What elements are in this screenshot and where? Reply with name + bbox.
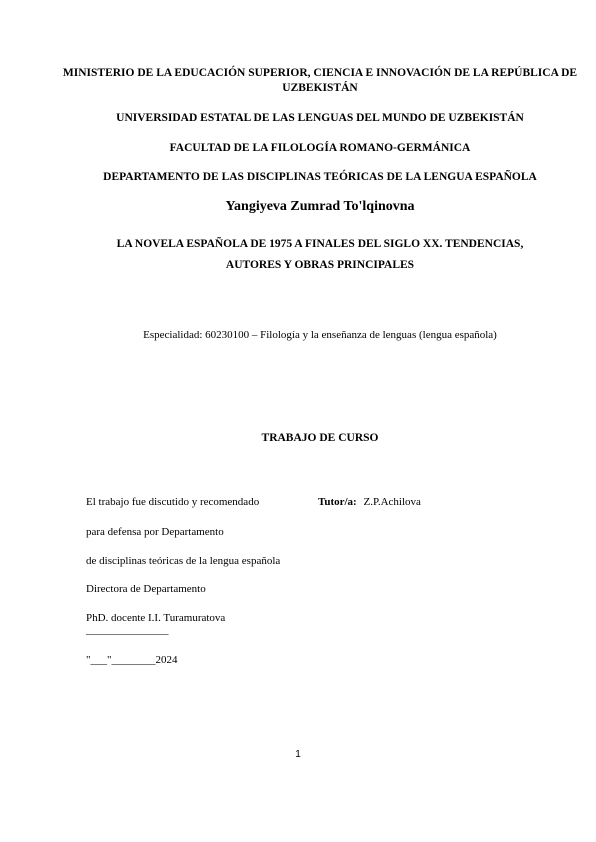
thesis-title-line1: LA NOVELA ESPAÑOLA DE 1975 A FINALES DEL SIGLO XX. TENDENCIAS, — [116, 238, 524, 250]
author-name: Yangiyeva Zumrad To'lqinovna — [225, 199, 415, 214]
approval-line-3: de disciplinas teóricas de la lengua española — [86, 555, 281, 567]
thesis-title-line2: AUTORES Y OBRAS PRINCIPALES — [225, 259, 415, 271]
approval-line-4: Directora de Departamento — [86, 583, 206, 595]
ministry-heading: MINISTERIO DE LA EDUCACIÓN SUPERIOR, CIENCIA E INNOVACIÓN DE LA REPÚBLICA DE UZBEKISTÁN — [62, 67, 578, 94]
tutor-name: Z.P.Achilova — [363, 496, 421, 508]
work-type: TRABAJO DE CURSO — [261, 432, 379, 444]
university-heading: UNIVERSIDAD ESTATAL DE LAS LENGUAS DEL MUNDO DE UZBEKISTÁN — [116, 112, 524, 124]
department-heading: DEPARTAMENTO DE LAS DISCIPLINAS TEÓRICAS DE LA LENGUA ESPAÑOLA — [103, 171, 537, 183]
date-line: "___"________2024 — [86, 654, 178, 666]
approval-line-5: PhD. docente I.I. Turamuratova — [86, 612, 226, 624]
tutor-label: Tutor/a: — [318, 496, 357, 508]
page-number: 1 — [295, 749, 301, 760]
signature-line: _______________ — [86, 624, 169, 636]
approval-line-1: El trabajo fue discutido y recomendado — [86, 496, 260, 508]
specialty-line: Especialidad: 60230100 – Filología y la enseñanza de lenguas (lengua española) — [143, 329, 497, 341]
faculty-heading: FACULTAD DE LA FILOLOGÍA ROMANO-GERMÁNICA — [169, 142, 471, 154]
tutor-block — [318, 496, 421, 508]
approval-line-2: para defensa por Departamento — [86, 526, 224, 538]
